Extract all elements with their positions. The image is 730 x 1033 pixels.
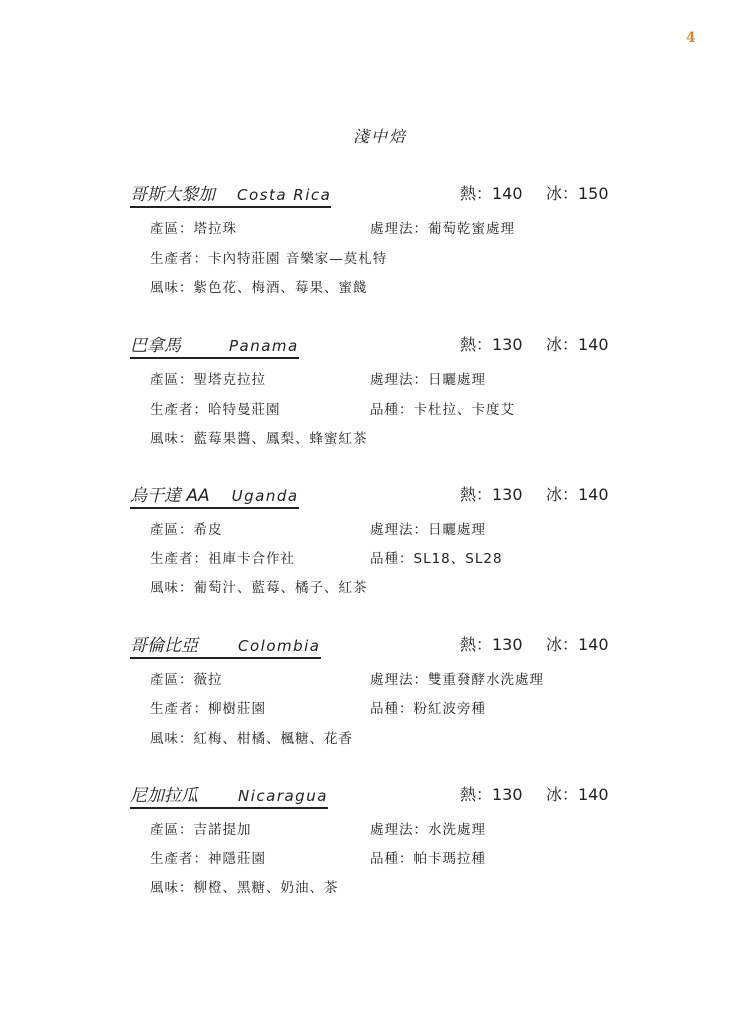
flavor: 風味：藍莓果醬、鳳梨、蜂蜜紅茶 xyxy=(150,431,368,447)
variety: 品種：卡杜拉、卡度艾 xyxy=(370,402,515,418)
entry-name-zh: 哥倫比亞 xyxy=(130,636,198,656)
entry-name-en: Panama xyxy=(229,337,299,355)
producer: 生產者：祖庫卡合作社 xyxy=(150,551,295,567)
coffee-entry-costa-rica xyxy=(130,180,620,296)
price-hot: 熱：140 xyxy=(460,184,523,203)
price-iced: 冰：150 xyxy=(546,184,609,203)
entry-name xyxy=(130,781,328,809)
coffee-entry-colombia xyxy=(130,631,620,747)
region: 產區：薇拉 xyxy=(150,672,223,688)
entry-header xyxy=(130,631,620,657)
entry-name-zh: 尼加拉瓜 xyxy=(130,786,198,806)
process: 處理法：日曬處理 xyxy=(370,372,486,388)
price-iced: 冰：140 xyxy=(546,785,609,804)
region: 產區：塔拉珠 xyxy=(150,221,237,237)
price-hot: 熱：130 xyxy=(460,635,523,654)
variety: 品種：SL18、SL28 xyxy=(370,551,503,567)
entry-header xyxy=(130,331,620,357)
entry-header xyxy=(130,481,620,507)
flavor: 風味：紫色花、梅酒、莓果、蜜餞 xyxy=(150,280,368,296)
entry-header xyxy=(130,781,620,807)
variety: 品種：粉紅波旁種 xyxy=(370,701,486,717)
region: 產區：吉諾提加 xyxy=(150,822,252,838)
flavor: 風味：柳橙、黑糖、奶油、茶 xyxy=(150,880,339,896)
variety: 品種：帕卡瑪拉種 xyxy=(370,851,486,867)
region: 產區：聖塔克拉拉 xyxy=(150,372,266,388)
entry-name xyxy=(130,331,299,359)
entry-name xyxy=(130,631,321,659)
entry-header xyxy=(130,180,620,206)
entry-name xyxy=(130,481,299,509)
entry-name-en: Costa Rica xyxy=(237,186,332,204)
entry-name-zh: 烏干達 AA xyxy=(130,486,210,506)
price-hot: 熱：130 xyxy=(460,485,523,504)
entry-name-en: Nicaragua xyxy=(238,787,328,805)
region: 產區：希皮 xyxy=(150,522,223,538)
flavor: 風味：葡萄汁、藍莓、橘子、紅茶 xyxy=(150,580,368,596)
process: 處理法：水洗處理 xyxy=(370,822,486,838)
section-title: 淺中焙 xyxy=(352,127,407,146)
entry-name xyxy=(130,180,331,208)
producer: 生產者：柳樹莊園 xyxy=(150,701,266,717)
coffee-entry-nicaragua xyxy=(130,781,620,896)
entry-name-en: Colombia xyxy=(238,637,321,655)
price-iced: 冰：140 xyxy=(546,635,609,654)
entry-name-zh: 哥斯大黎加 xyxy=(130,185,215,205)
producer: 生產者：卡內特莊園 音樂家—莫札特 xyxy=(150,251,388,267)
page-number: 4 xyxy=(686,30,696,46)
coffee-entry-uganda xyxy=(130,481,620,596)
price-iced: 冰：140 xyxy=(546,485,609,504)
producer: 生產者：神隱莊園 xyxy=(150,851,266,867)
process: 處理法：雙重發酵水洗處理 xyxy=(370,672,544,688)
coffee-entry-panama xyxy=(130,331,620,447)
price-iced: 冰：140 xyxy=(546,335,609,354)
entry-name-en: Uganda xyxy=(231,487,299,505)
flavor: 風味：紅梅、柑橘、楓糖、花香 xyxy=(150,731,353,747)
process: 處理法：葡萄乾蜜處理 xyxy=(370,221,515,237)
producer: 生產者：哈特曼莊園 xyxy=(150,402,281,418)
price-hot: 熱：130 xyxy=(460,785,523,804)
price-hot: 熱：130 xyxy=(460,335,523,354)
process: 處理法：日曬處理 xyxy=(370,522,486,538)
entry-name-zh: 巴拿馬 xyxy=(130,336,181,356)
